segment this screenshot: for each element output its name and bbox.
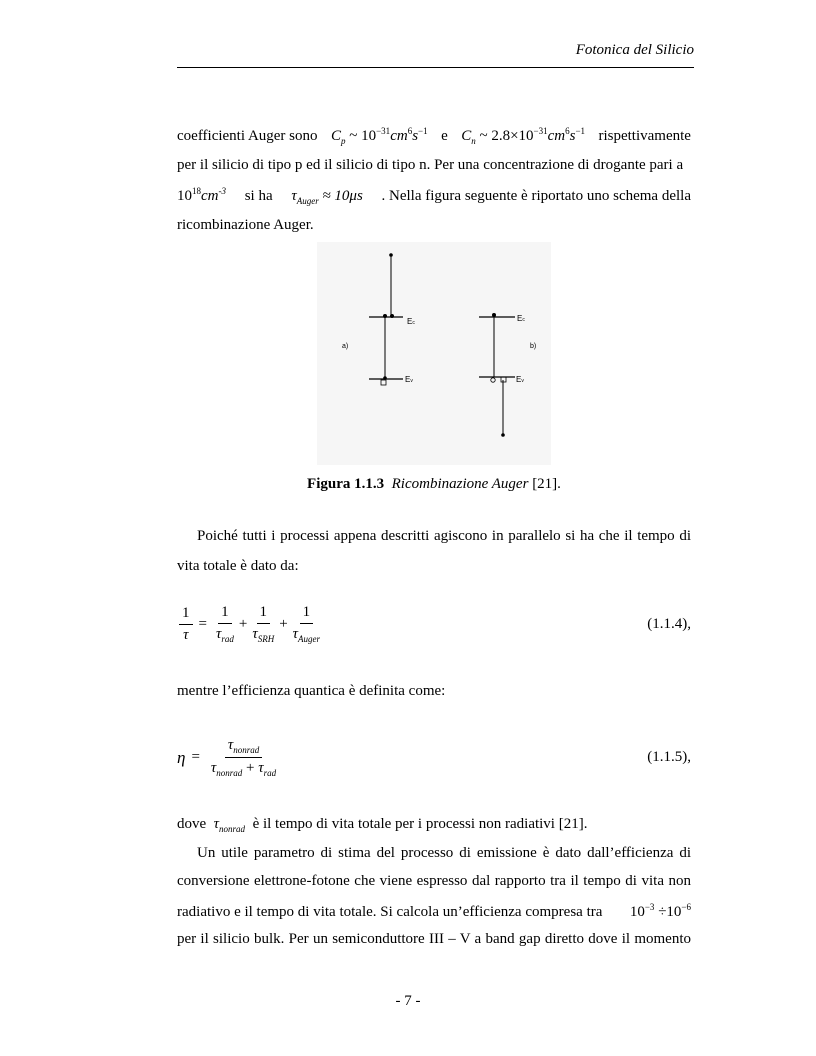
hole-a bbox=[381, 380, 386, 385]
figure-caption: Figura 1.1.3 Ricombinazione Auger [21]. bbox=[307, 476, 561, 492]
paragraph-2: Poiché tutti i processi appena descritti agiscono in parallelo si ha che il tempo di vita totale è dato da: bbox=[177, 528, 691, 574]
paragraph-1-line-1: coefficienti Auger sono $C_p$ ~ $10^{-31}cm^6s^{-1}$ e $C_n$ ~ $2.8\times 10^{-31}cm^6s^{-1}$ rispettivamente bbox=[177, 126, 691, 146]
electron-a-3 bbox=[383, 376, 387, 380]
paragraph-1-line-2: per il silicio di tipo p ed il silicio di tipo n. Per una concentrazione di drogante pari a bbox=[177, 157, 684, 173]
header-rule bbox=[177, 67, 694, 68]
page-number: - 7 - bbox=[395, 993, 421, 1009]
paragraph-1-line-3: $10^{18}cm^{-3}$ si ha $\tau_{Auger} \approx 10\mu s$ . Nella figura seguente è riportato uno schema della bbox=[177, 186, 691, 206]
frac-quantum-efficiency: $\frac{\tau_{nonrad}}{\tau_{nonrad} + \tau_{rad}}$ bbox=[210, 737, 277, 778]
auger-diagram bbox=[317, 242, 551, 465]
running-header: Fotonica del Silicio bbox=[575, 42, 694, 58]
equation-1-1-5: η = $\frac{\tau_{nonrad}}{\tau_{nonrad} + \tau_{rad}}$ (1.1.5), bbox=[177, 737, 691, 778]
equation-1-1-4: $\frac{1}{\tau}$ = $\frac{1}{\tau_{rad}}$ + $\frac{1}{\tau_{SRH}}$ + $\frac{1}{\tau_{Auger}}$ (1.1.4), bbox=[177, 604, 691, 644]
auger-coefficient-cp: $C_p$ ~ $10^{-31}cm^6s^{-1}$ bbox=[330, 126, 428, 146]
hole-b-1 bbox=[491, 378, 495, 382]
paragraph-5-line-3: radiativo e il tempo di vita totale. Si calcola un’efficienza compresa tra $10^{-3} \div 10^{-6}$ bbox=[177, 902, 691, 920]
paragraph-5-line-1: Un utile parametro di stima del processo di emissione è dato dall’efficienza di bbox=[197, 845, 691, 861]
paragraph-5-line-4: per il silicio bulk. Per un semiconduttore III – V a band gap diretto dove il momento bbox=[177, 931, 691, 947]
label-b: b) bbox=[530, 343, 537, 350]
label-a: a) bbox=[342, 343, 349, 350]
excited-electron-a bbox=[389, 253, 393, 257]
ec-label-a: Ec bbox=[407, 317, 415, 326]
paragraph-1-line-4: ricombinazione Auger. bbox=[177, 217, 314, 233]
excited-hole-b bbox=[501, 433, 505, 437]
equation-number: (1.1.5), bbox=[647, 749, 691, 765]
frac-srh: $\frac{1}{\tau_{SRH}}$ bbox=[252, 604, 275, 644]
auger-recombination-figure bbox=[317, 242, 551, 465]
frac-rad: $\frac{1}{\tau_{rad}}$ bbox=[215, 604, 234, 644]
frac-lhs: $\frac{1}{\tau}$ bbox=[179, 605, 193, 644]
electron-a-1 bbox=[383, 314, 387, 318]
paragraph-5-line-2: conversione elettrone-fotone che viene espresso dal rapporto tra il tempo di vita non bbox=[177, 873, 691, 889]
electron-b bbox=[492, 313, 496, 317]
paragraph-4: dove $\tau_{nonrad}$ è il tempo di vita totale per i processi non radiativi [21]. bbox=[177, 816, 588, 834]
equation-number: (1.1.4), bbox=[647, 615, 691, 632]
frac-auger: $\frac{1}{\tau_{Auger}}$ bbox=[292, 604, 321, 644]
ec-label-b: Ec bbox=[517, 314, 525, 323]
auger-coefficient-cn: $C_n$ ~ $2.8\times 10^{-31}cm^6s^{-1}$ bbox=[461, 126, 586, 146]
electron-a-2 bbox=[390, 314, 394, 318]
ev-label-b: Ev bbox=[516, 375, 524, 384]
paragraph-3: mentre l’efficienza quantica è definita come: bbox=[177, 683, 446, 699]
ev-label-a: Ev bbox=[405, 375, 413, 384]
